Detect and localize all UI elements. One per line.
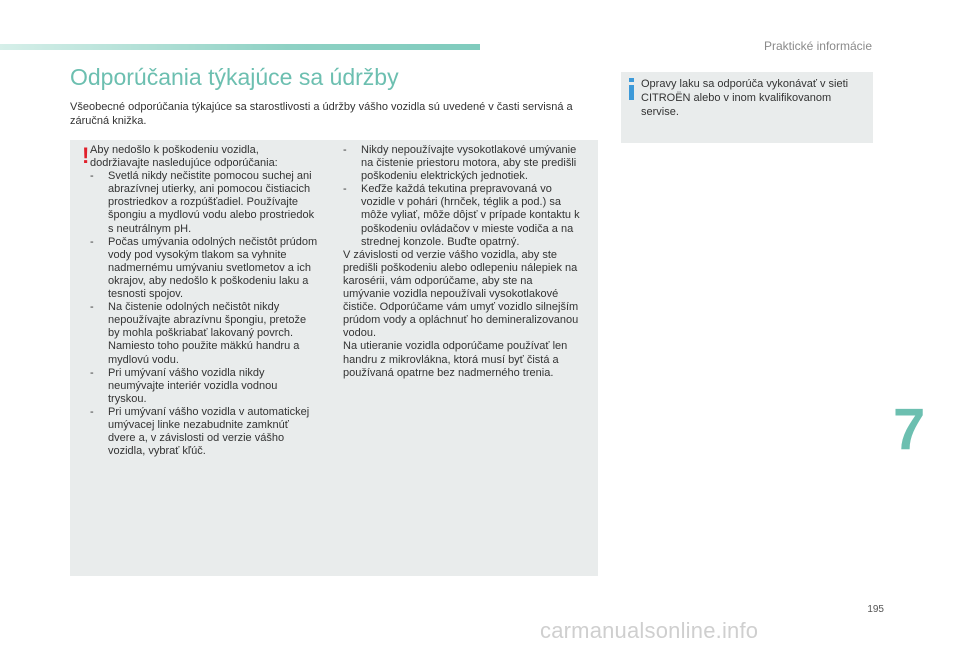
info-text: Opravy laku sa odporúča vykonávať v sieti CITROËN alebo v inom kvalifikovanom servise. — [641, 78, 849, 118]
page-number: 195 — [867, 604, 884, 615]
list-item: - Nikdy nepoužívajte vysokotlakové umývanie na čistenie priestoru motora, aby ste predišli poškodeniu elektrických jednotiek. — [343, 144, 577, 183]
warning-box — [70, 140, 598, 576]
warning-column-right — [343, 144, 581, 380]
chapter-number: 7 — [893, 397, 926, 462]
exclamation-icon: ! — [82, 143, 90, 168]
list-item: - Na čistenie odolných nečistôt nikdy nepoužívajte abrazívnu špongiu, pretože by mohla poškriabať lakovaný povrch. Namiesto toho použite mäkkú handru a mydlovú vodu. — [90, 301, 307, 366]
warning-column-left — [90, 144, 318, 458]
page-title: Odporúčania týkajúce sa údržby — [70, 64, 399, 90]
watermark: carmanualsonline.info — [540, 618, 759, 643]
intro-text: Všeobecné odporúčania týkajúce sa starostlivosti a údržby vášho vozidla sú uvedené v časti servisná a záručná knižka. — [70, 101, 573, 127]
list-item: - Svetlá nikdy nečistite pomocou suchej ani abrazívnej utierky, ani pomocou čistiacich prostriedkov a rozpúšťadiel. Používajte špongiu a mydlovú vodu alebo prostriedok s neutrálnym pH. — [90, 170, 315, 235]
warning-paragraph: V závislosti od verzie vášho vozidla, aby ste predišli poškodeniu alebo odlepeniu nálepiek na karosérii, vám odporúčame, aby ste na umývanie vozidla nepoužívali vysokotlakové čističe. Odporúčame vám umyť vozidlo silnejším prúdom vody a opláchnuť ho demineralizovanou vodou. — [343, 248, 579, 340]
warning-lead: Aby nedošlo k poškodeniu vozidla, dodržiavajte nasledujúce odporúčania: — [90, 144, 278, 170]
header-accent-bar — [0, 44, 480, 50]
list-item: - Pri umývaní vášho vozidla v automatickej umývacej linke nezabudnite zamknúť dvere a, v závislosti od verzie vášho vozidla, vybrať kľúč. — [90, 405, 310, 458]
info-box — [621, 72, 873, 143]
list-item: - Keďže každá tekutina prepravovaná vo vozidle v pohári (hrnček, téglik a pod.) sa môže vyliať, môže dôjsť v prípade kontaktu k poškodeniu ovládačov v mieste vodiča a na strednej konzole. Buďte opatrný. — [343, 183, 580, 248]
list-item: - Pri umývaní vášho vozidla nikdy neumývajte interiér vozidla vodnou tryskou. — [90, 366, 278, 405]
warning-paragraph: Na utieranie vozidla odporúčame používať len handru z mikrovlákna, ktorá musí byť čistá a používaná opatrne bez nadmerného trenia. — [343, 340, 568, 379]
section-label: Praktické informácie — [763, 39, 872, 53]
list-item: - Počas umývania odolných nečistôt prúdom vody pod vysokým tlakom sa vyhnite nadmernému umývaniu svetlometov a ich okrajov, aby nedošlo k poškodeniu laku a tesnosti spojov. — [90, 235, 318, 301]
info-icon — [629, 78, 634, 100]
